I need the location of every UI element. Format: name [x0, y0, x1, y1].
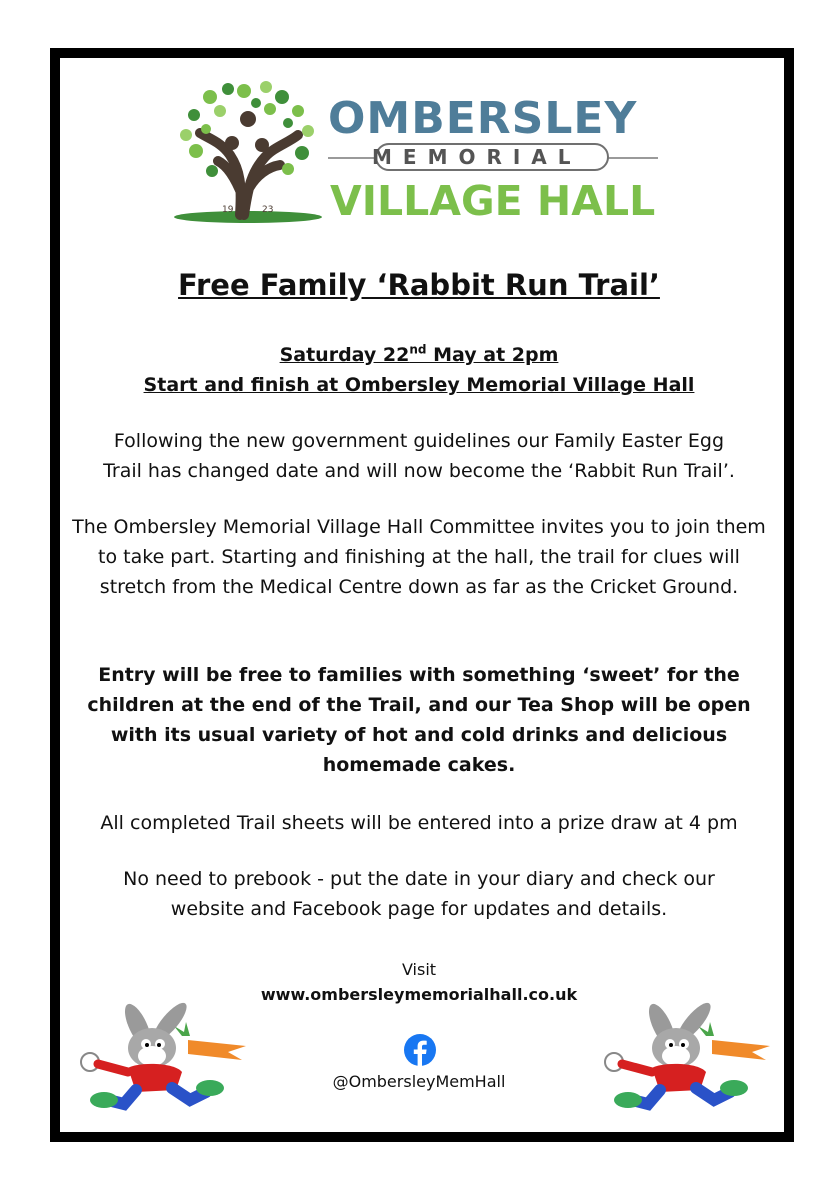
logo-year-left: 19 — [222, 205, 234, 215]
logo-year-right: 23 — [262, 205, 274, 215]
event-date-suffix: nd — [409, 342, 427, 357]
paragraph-prebook: No need to prebook - put the date in your diary and check our website and Facebook page for updates and details. — [123, 868, 715, 920]
facebook-icon[interactable] — [404, 1034, 436, 1066]
event-date-rest: May at 2pm — [426, 344, 559, 366]
website-link[interactable]: www.ombersleymemorialhall.co.uk — [260, 985, 578, 1004]
paragraph-committee: The Ombersley Memorial Village Hall Committee invites you to join them to take part. Starting and finishing at the hall, the trail for clues will stretch from the Medical Centre down as far as the Cricket Ground. — [72, 516, 766, 598]
event-date — [72, 340, 766, 370]
logo-rule-left — [328, 157, 376, 159]
event-date-prefix: Saturday 22 — [279, 344, 410, 366]
tree-icon — [170, 75, 330, 225]
rabbit-right-icon — [602, 996, 774, 1114]
page-title: Free Family ‘Rabbit Run Trail’ — [178, 268, 660, 302]
logo-village-hall: VILLAGE HALL — [330, 177, 656, 225]
paragraph-prize-draw: All completed Trail sheets will be entered into a prize draw at 4 pm — [100, 812, 738, 834]
logo-rule-right — [608, 157, 658, 159]
event-location: Start and finish at Ombersley Memorial Village Hall — [143, 374, 695, 396]
logo-memorial: MEMORIAL — [372, 145, 582, 169]
paragraph-entry: Entry will be free to families with something ‘sweet’ for the children at the end of the Trail, and our Tea Shop will be open with its usual variety of hot and cold drinks and delicious homemade cakes. — [87, 664, 751, 776]
visit-label: Visit — [401, 960, 437, 979]
event-details — [72, 340, 766, 400]
village-hall-logo — [170, 75, 670, 225]
paragraph-guidelines: Following the new government guidelines our Family Easter Egg Trail has changed date and will now become the ‘Rabbit Run Trail’. — [103, 430, 735, 482]
facebook-handle[interactable]: @OmbersleyMemHall — [332, 1072, 506, 1091]
rabbit-left-icon — [78, 996, 250, 1114]
logo-ombersley: OMBERSLEY — [328, 93, 638, 144]
